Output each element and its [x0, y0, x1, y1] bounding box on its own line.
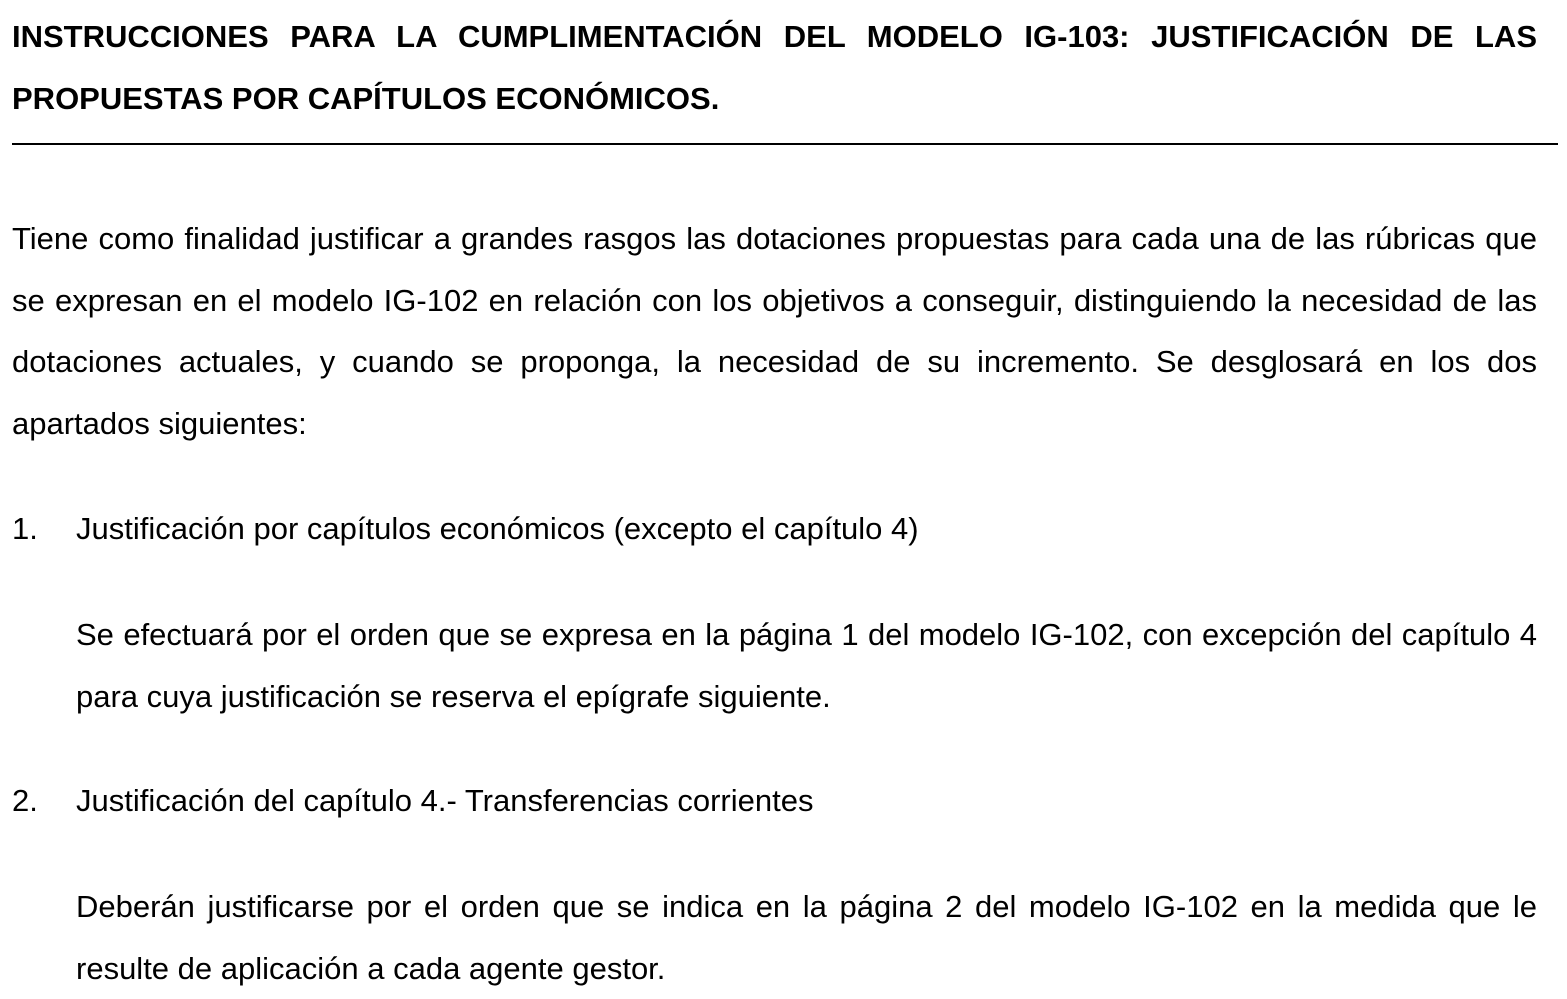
title-divider [12, 143, 1558, 145]
section-1-number: 1. [12, 511, 38, 546]
section-1-heading-text: Justificación por capítulos económicos (excepto el capítulo 4) [76, 511, 919, 546]
section-2-number: 2. [12, 783, 38, 818]
section-1-body: Se efectuará por el orden que se expresa en la página 1 del modelo IG-102, con excepción del capítulo 4 para cuya justificación se reserva el epígrafe siguiente. [76, 617, 1537, 714]
document-title: INSTRUCCIONES PARA LA CUMPLIMENTACIÓN DEL MODELO IG-103: JUSTIFICACIÓN DE LAS PROPUESTAS POR CAPÍTULOS ECONÓMICOS. [12, 19, 1537, 116]
intro-paragraph: Tiene como finalidad justificar a grandes rasgos las dotaciones propuestas para cada una de las rúbricas que se expresan en el modelo IG-102 en relación con los objetivos a conseguir, distinguiendo la necesidad de las dotaciones actuales, y cuando se proponga, la necesidad de su incremento. Se desglosará en los dos apartados siguientes: [12, 221, 1537, 441]
section-2-body: Deberán justificarse por el orden que se indica en la página 2 del modelo IG-102 en la medida que le resulte de aplicación a cada agente gestor. [76, 889, 1537, 986]
section-2-heading-text: Justificación del capítulo 4.- Transferencias corrientes [76, 783, 814, 818]
